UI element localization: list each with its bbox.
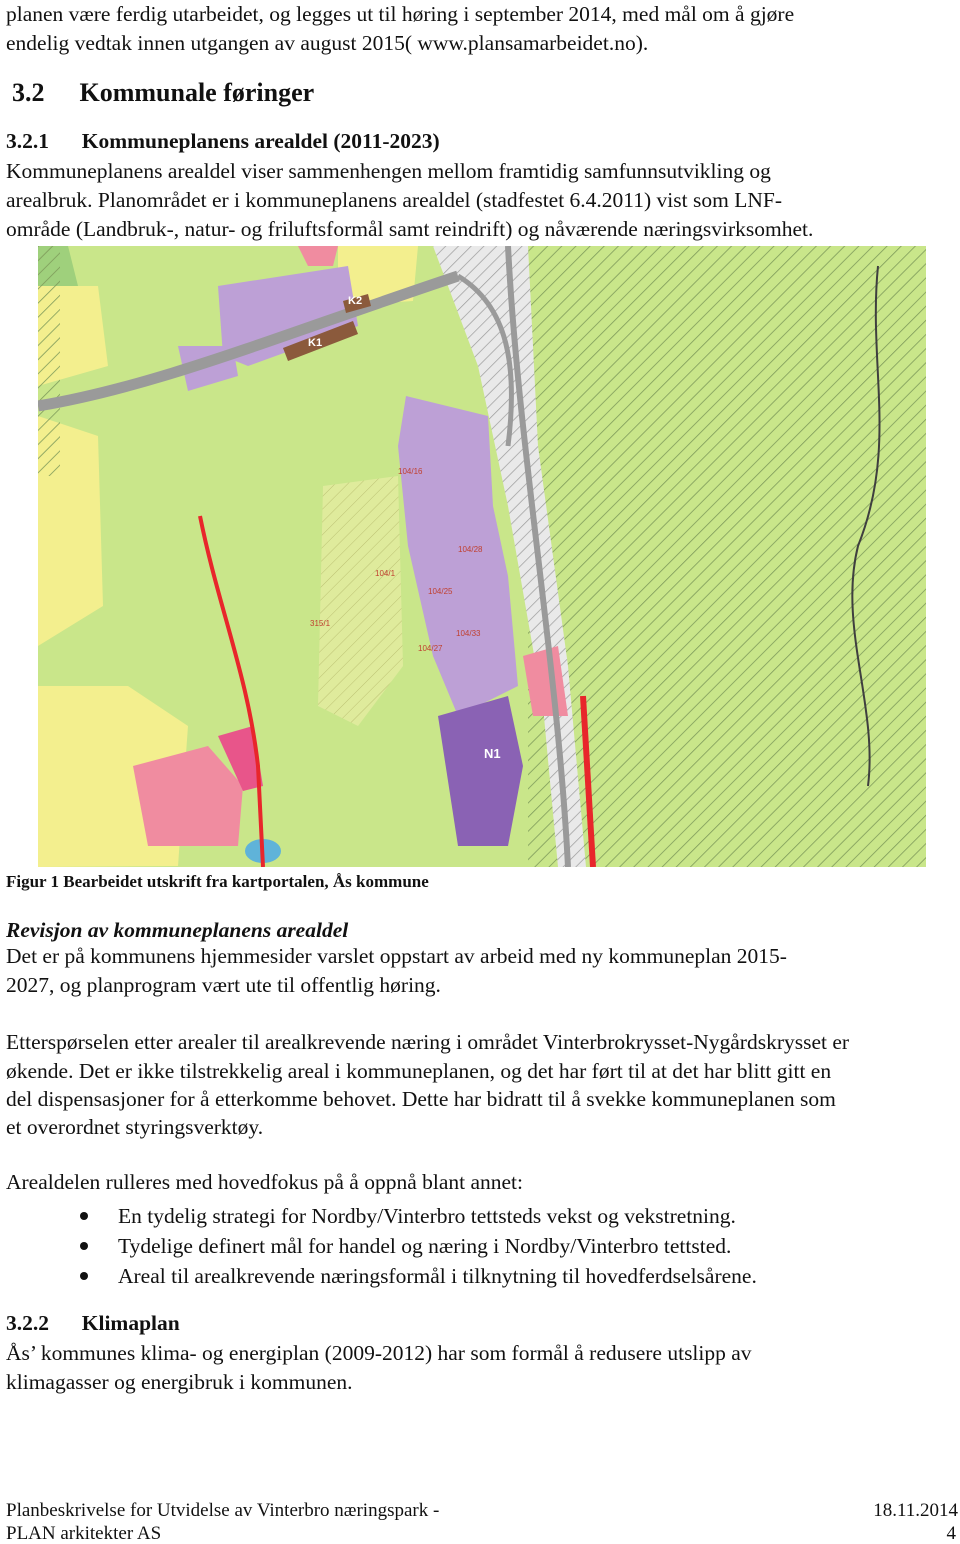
- section-3-2-1-line-1: Kommuneplanens arealdel viser sammenhengen mellom framtidig samfunnsutvikling og: [6, 159, 771, 183]
- bullet-text-1: En tydelig strategi for Nordby/Vinterbro tettsteds vekst og vekstretning.: [118, 1204, 736, 1228]
- zoning-map: [38, 246, 926, 867]
- footer-title: Planbeskrivelse for Utvidelse av Vinterbro næringspark -: [6, 1500, 440, 1521]
- footer-page-number: 4: [946, 1523, 956, 1544]
- section-3-2-1-heading: [6, 131, 440, 153]
- zoning-map-svg: [38, 246, 926, 867]
- section-3-2-2-heading: [6, 1313, 180, 1335]
- map-label-104-1: 104/1: [375, 569, 396, 578]
- map-label-104-33: 104/33: [456, 629, 481, 638]
- section-3-2-1-line-3: område (Landbruk-, natur- og friluftsformål samt reindrift) og nåværende næringsvirksomhet.: [6, 217, 814, 241]
- bullet-text-3: Areal til arealkrevende næringsformål i tilknytning til hovedferdselsårene.: [118, 1264, 757, 1288]
- section-3-2-2-number: 3.2.2: [6, 1311, 49, 1335]
- revisjon-p3: Arealdelen rulleres med hovedfokus på å oppnå blant annet:: [6, 1170, 524, 1194]
- section-3-2-title: Kommunale føringer: [79, 78, 315, 107]
- section-3-2-1-line-2: arealbruk. Planområdet er i kommuneplanens arealdel (stadfestet 6.4.2011) vist som LNF-: [6, 188, 782, 212]
- map-label-k2: K2: [348, 295, 363, 307]
- figure-caption: Figur 1 Bearbeidet utskrift fra kartportalen, Ås kommune: [6, 872, 429, 891]
- revisjon-p1-line-1: Det er på kommunens hjemmesider varslet oppstart av arbeid med ny kommuneplan 2015-: [6, 944, 787, 968]
- map-label-k1: K1: [308, 337, 323, 349]
- section-3-2-1-number: 3.2.1: [6, 129, 49, 153]
- map-label-104-28: 104/28: [458, 545, 483, 554]
- intro-line-1: planen være ferdig utarbeidet, og legges ut til høring i september 2014, med mål om å gjøre: [6, 2, 795, 26]
- section-3-2-number: 3.2: [12, 78, 45, 107]
- map-label-104-16: 104/16: [398, 467, 423, 476]
- revisjon-p1-line-2: 2027, og planprogram vært ute til offentlig høring.: [6, 973, 441, 997]
- green-hatch-left: [38, 246, 60, 476]
- map-label-315-1: 315/1: [310, 619, 331, 628]
- revisjon-p2-line-1: Etterspørselen etter arealer til arealkrevende næring i området Vinterbrokrysset-Nygårdskrysset er: [6, 1030, 850, 1054]
- section-3-2-2-title: Klimaplan: [81, 1311, 180, 1335]
- section-3-2-1-title: Kommuneplanens arealdel (2011-2023): [81, 129, 440, 153]
- bullet-text-2: Tydelige definert mål for handel og næring i Nordby/Vinterbro tettsted.: [118, 1234, 732, 1258]
- revisjon-p2-line-4: et overordnet styringsverktøy.: [6, 1115, 264, 1139]
- map-label-104-25: 104/25: [428, 587, 453, 596]
- bullet-icon: [80, 1272, 88, 1280]
- revisjon-p2-line-3: del dispensasjoner for å etterkomme behovet. Dette har bidratt til å svekke kommuneplanen som: [6, 1087, 836, 1111]
- map-label-104-27: 104/27: [418, 644, 443, 653]
- footer-company: PLAN arkitekter AS: [6, 1523, 162, 1544]
- bullet-icon: [80, 1212, 88, 1220]
- revisjon-heading: Revisjon av kommuneplanens arealdel: [6, 918, 349, 942]
- section-3-2-2-line-1: Ås’ kommunes klima- og energiplan (2009-2012) har som formål å redusere utslipp av: [6, 1341, 752, 1365]
- intro-line-2: endelig vedtak innen utgangen av august 2015( www.plansamarbeidet.no).: [6, 31, 649, 55]
- footer-date: 18.11.2014: [873, 1500, 958, 1521]
- section-3-2-heading: [12, 80, 314, 106]
- section-3-2-2-line-2: klimagasser og energibruk i kommunen.: [6, 1370, 353, 1394]
- revisjon-p2-line-2: økende. Det er ikke tilstrekkelig areal i kommuneplanen, og det har ført til at det har blitt gitt en: [6, 1059, 832, 1083]
- bullet-icon: [80, 1242, 88, 1250]
- map-label-n1: N1: [484, 746, 501, 761]
